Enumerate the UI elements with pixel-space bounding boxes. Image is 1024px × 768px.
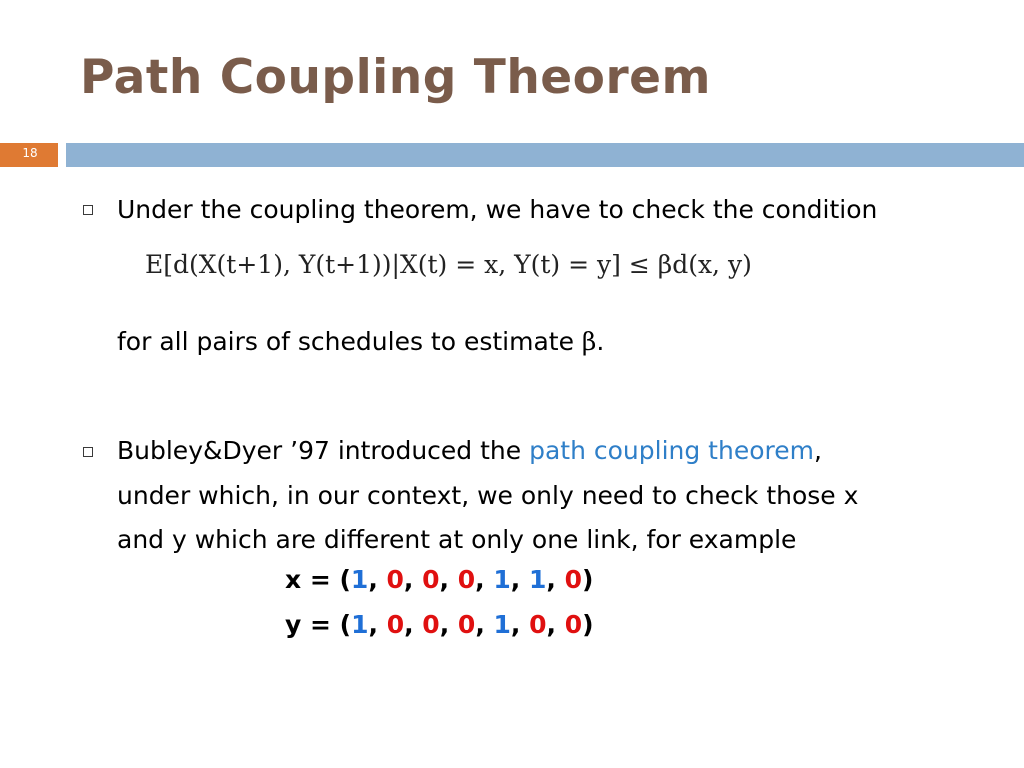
vec-y-value: 0 bbox=[422, 610, 440, 639]
vec-y-value: 0 bbox=[564, 610, 583, 639]
vector-separator: , bbox=[546, 610, 565, 639]
header-bar bbox=[66, 143, 1024, 167]
vec-y-value: 0 bbox=[529, 610, 547, 639]
bullet-2-line-1 bbox=[117, 429, 822, 473]
beta-symbol: β bbox=[581, 327, 597, 356]
vector-separator: , bbox=[475, 565, 494, 594]
vec-x-value: 1 bbox=[528, 565, 547, 594]
vector-separator: , bbox=[510, 610, 530, 639]
bullet-1-after-text bbox=[117, 320, 604, 364]
vec-y-value: 1 bbox=[351, 610, 369, 639]
vec-x-value: 1 bbox=[493, 565, 511, 594]
y-vector-close: ) bbox=[582, 610, 594, 639]
condition-formula: E[d(X(t+1), Y(t+1))|X(t) = x, Y(t) = y] ≤ βd(x, y) bbox=[145, 250, 752, 279]
vector-separator: , bbox=[475, 610, 494, 639]
vec-y-value: 0 bbox=[457, 610, 476, 639]
bullet-2-line-2: under which, in our context, we only need to check those x bbox=[117, 481, 859, 510]
y-vector bbox=[285, 610, 594, 639]
vector-separator: , bbox=[404, 610, 423, 639]
bullet-1-line-1: Under the coupling theorem, we have to check the condition bbox=[117, 195, 878, 224]
vec-x-value: 0 bbox=[564, 565, 582, 594]
bullet-1-after-post: . bbox=[596, 327, 605, 356]
vec-x-value: 0 bbox=[386, 565, 404, 594]
x-vector-label: x = ( bbox=[285, 565, 351, 594]
vec-x-value: 0 bbox=[457, 565, 476, 594]
vector-separator: , bbox=[368, 565, 387, 594]
x-vector bbox=[285, 565, 593, 594]
vector-separator: , bbox=[403, 565, 423, 594]
vector-separator: , bbox=[439, 565, 458, 594]
x-vector-values bbox=[351, 565, 582, 594]
y-vector-values bbox=[351, 610, 582, 639]
vec-y-value: 0 bbox=[386, 610, 405, 639]
bullet-2-line-3: and y which are different at only one link, for example bbox=[117, 525, 797, 554]
vector-separator: , bbox=[546, 565, 565, 594]
vector-separator: , bbox=[368, 610, 387, 639]
bullet-square-icon bbox=[83, 205, 93, 215]
x-vector-close: ) bbox=[581, 565, 594, 594]
path-coupling-theorem-term: path coupling theorem bbox=[529, 436, 814, 465]
bullet-2-post: , bbox=[813, 436, 822, 465]
bullet-1-after-pre: for all pairs of schedules to estimate bbox=[117, 327, 582, 356]
slide-title: Path Coupling Theorem bbox=[80, 50, 711, 105]
vector-separator: , bbox=[439, 610, 458, 639]
vector-separator: , bbox=[510, 565, 529, 594]
vec-x-value: 1 bbox=[350, 565, 369, 594]
slide-number: 18 bbox=[22, 146, 38, 160]
bullet-2-pre: Bubley&Dyer ’97 introduced the bbox=[117, 436, 530, 465]
vec-y-value: 1 bbox=[493, 610, 511, 639]
bullet-square-icon bbox=[83, 447, 93, 457]
vec-x-value: 0 bbox=[422, 565, 440, 594]
y-vector-label: y = ( bbox=[285, 610, 352, 639]
